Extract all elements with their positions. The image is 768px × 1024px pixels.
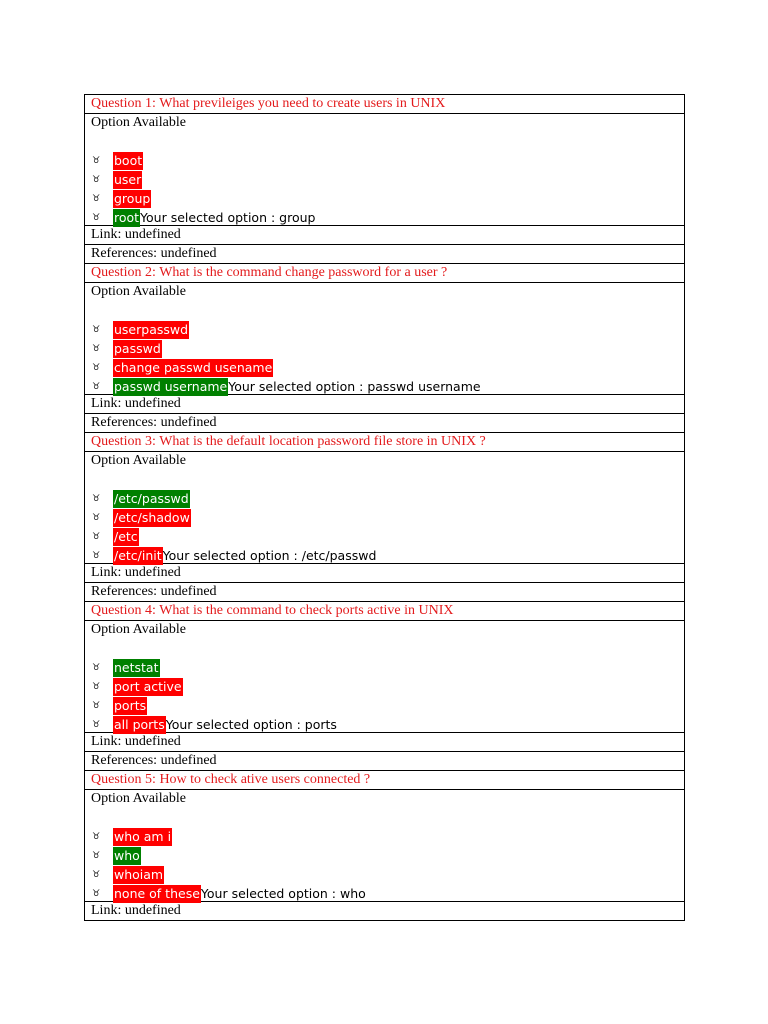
options-block: [85, 452, 684, 564]
option-item: [91, 546, 684, 565]
option-item: [91, 846, 684, 865]
option-item: [91, 208, 684, 227]
option-item: [91, 489, 684, 508]
incorrect-option: port active: [114, 678, 182, 694]
incorrect-option: all ports: [114, 716, 165, 732]
incorrect-option: passwd: [114, 340, 161, 356]
bullet-icon: ♉: [92, 362, 101, 373]
bullet-icon: ♉: [92, 512, 101, 523]
bullet-icon: ♉: [92, 888, 101, 899]
option-item: [91, 884, 684, 903]
options-available-label: Option Available: [91, 284, 186, 299]
question-title: Question 3: What is the default location password file store in UNIX ?: [85, 433, 684, 452]
bullet-icon: ♉: [92, 381, 101, 392]
option-item: [91, 377, 684, 396]
options-list: [91, 827, 684, 903]
options-list: [91, 489, 684, 565]
bullet-icon: ♉: [92, 662, 101, 673]
quiz-results-table: [84, 94, 685, 921]
bullet-icon: ♉: [92, 550, 101, 561]
bullet-icon: ♉: [92, 850, 101, 861]
options-available-label: Option Available: [91, 622, 186, 637]
bullet-icon: ♉: [92, 324, 101, 335]
incorrect-option: userpasswd: [114, 321, 189, 337]
correct-option: passwd username: [114, 378, 228, 394]
incorrect-option: who am i: [114, 828, 172, 844]
options-list: [91, 320, 684, 396]
bullet-icon: ♉: [92, 174, 101, 185]
incorrect-option: none of these: [114, 885, 200, 901]
options-list: [91, 658, 684, 734]
references-row: References: undefined: [85, 583, 684, 602]
incorrect-option: ports: [114, 697, 147, 713]
option-item: [91, 320, 684, 339]
option-item: [91, 170, 684, 189]
question-title: Question 1: What previleiges you need to create users in UNIX: [85, 95, 684, 114]
bullet-icon: ♉: [92, 700, 101, 711]
options-block: [85, 621, 684, 733]
question-title: Question 4: What is the command to check ports active in UNIX: [85, 602, 684, 621]
correct-option: /etc/passwd: [114, 490, 189, 506]
option-item: [91, 527, 684, 546]
option-item: [91, 508, 684, 527]
references-row: References: undefined: [85, 752, 684, 771]
incorrect-option: user: [114, 171, 142, 187]
selected-option-text: Your selected option : ports: [165, 716, 337, 732]
option-item: [91, 677, 684, 696]
bullet-icon: ♉: [92, 193, 101, 204]
option-item: [91, 865, 684, 884]
bullet-icon: ♉: [92, 831, 101, 842]
option-item: [91, 715, 684, 734]
option-item: [91, 827, 684, 846]
incorrect-option: /etc/init: [114, 547, 162, 563]
correct-option: netstat: [114, 659, 159, 675]
references-row: References: undefined: [85, 414, 684, 433]
option-item: [91, 189, 684, 208]
options-available-label: Option Available: [91, 453, 186, 468]
option-item: [91, 339, 684, 358]
option-item: [91, 151, 684, 170]
link-row: Link: undefined: [85, 733, 684, 752]
option-item: [91, 658, 684, 677]
bullet-icon: ♉: [92, 531, 101, 542]
link-row: Link: undefined: [85, 226, 684, 245]
bullet-icon: ♉: [92, 493, 101, 504]
correct-option: who: [114, 847, 140, 863]
selected-option-text: Your selected option : group: [140, 209, 316, 225]
options-list: [91, 151, 684, 227]
incorrect-option: change passwd usename: [114, 359, 273, 375]
options-available-label: Option Available: [91, 791, 186, 806]
question-title: Question 5: How to check ative users connected ?: [85, 771, 684, 790]
bullet-icon: ♉: [92, 719, 101, 730]
option-item: [91, 696, 684, 715]
bullet-icon: ♉: [92, 869, 101, 880]
selected-option-text: Your selected option : /etc/passwd: [162, 547, 377, 563]
incorrect-option: /etc/shadow: [114, 509, 190, 525]
incorrect-option: /etc: [114, 528, 138, 544]
correct-option: root: [114, 209, 140, 225]
link-row: Link: undefined: [85, 564, 684, 583]
question-title: Question 2: What is the command change password for a user ?: [85, 264, 684, 283]
option-item: [91, 358, 684, 377]
incorrect-option: group: [114, 190, 151, 206]
options-block: [85, 114, 684, 226]
incorrect-option: boot: [114, 152, 143, 168]
link-row: Link: undefined: [85, 395, 684, 414]
bullet-icon: ♉: [92, 343, 101, 354]
selected-option-text: Your selected option : who: [200, 885, 366, 901]
references-row: References: undefined: [85, 245, 684, 264]
options-block: [85, 283, 684, 395]
incorrect-option: whoiam: [114, 866, 164, 882]
selected-option-text: Your selected option : passwd username: [228, 378, 481, 394]
options-available-label: Option Available: [91, 115, 186, 130]
bullet-icon: ♉: [92, 681, 101, 692]
options-block: [85, 790, 684, 902]
bullet-icon: ♉: [92, 212, 101, 223]
bullet-icon: ♉: [92, 155, 101, 166]
link-row: Link: undefined: [85, 902, 684, 921]
